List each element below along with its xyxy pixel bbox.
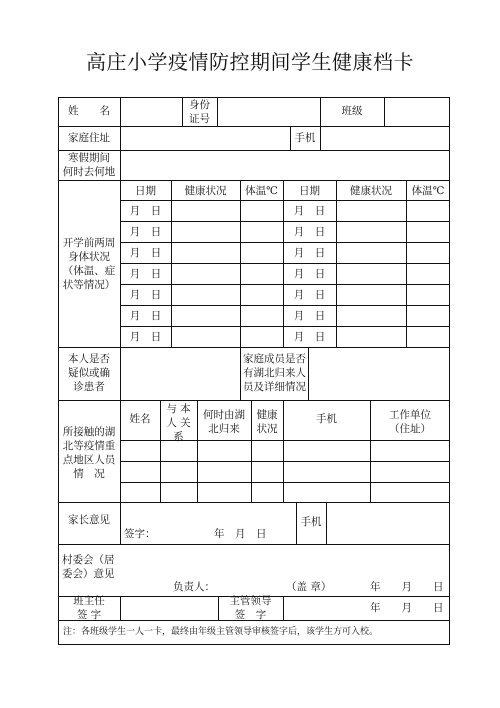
- col-divider: [326, 502, 327, 544]
- row-divider: [58, 126, 450, 127]
- col-divider: [171, 180, 172, 347]
- row-divider: [120, 263, 450, 264]
- row-divider: [120, 242, 450, 243]
- row-divider: [120, 326, 450, 327]
- date-cell: 月 日: [293, 331, 326, 343]
- date-cell: 月 日: [129, 247, 162, 259]
- col-divider: [406, 180, 407, 347]
- home-address-label: 家庭住址: [68, 132, 110, 144]
- name-label: 姓 名: [68, 105, 110, 117]
- col-divider: [120, 347, 121, 400]
- responsible-person-label: 负责人：: [173, 581, 215, 593]
- contact-persons-label: 所接触的湖 北等疫情重 点地区人员 情 况: [62, 426, 116, 480]
- date-cell: 月 日: [293, 226, 326, 238]
- row-divider: [120, 305, 450, 306]
- header-health-2: 健康状况: [350, 185, 392, 197]
- date-cell: 月 日: [293, 289, 326, 301]
- col-divider: [120, 596, 121, 620]
- col-divider: [240, 347, 241, 400]
- village-date-label: 年 月 日: [370, 581, 444, 593]
- contact-header-health: 健康 状况: [256, 409, 278, 435]
- col-divider: [283, 596, 284, 620]
- col-divider: [240, 180, 241, 347]
- col-divider: [120, 502, 121, 544]
- col-divider: [384, 97, 385, 126]
- contact-header-workplace: 工作单位 （住址）: [389, 409, 431, 435]
- parent-opinion-label: 家长意见: [68, 514, 110, 526]
- head-teacher-sign-label: 班主任 签 字: [73, 595, 105, 621]
- suspected-case-label: 本人是否 疑似或确 诊患者: [68, 353, 110, 393]
- id-number-label: 身份 证号: [189, 99, 210, 125]
- col-divider: [320, 126, 321, 150]
- date-cell: 月 日: [129, 310, 162, 322]
- col-divider: [336, 180, 337, 347]
- header-date-2: 日期: [299, 185, 320, 197]
- date-cell: 月 日: [129, 331, 162, 343]
- row-divider: [58, 544, 450, 545]
- date-cell: 月 日: [129, 205, 162, 217]
- header-temp-2: 体温℃: [411, 185, 445, 197]
- supervisor-sign-label: 主管领导 签 字: [229, 595, 272, 621]
- row-divider: [58, 180, 450, 181]
- row-divider: [58, 400, 450, 401]
- row-divider: [58, 502, 450, 503]
- date-cell: 月 日: [293, 247, 326, 259]
- date-cell: 月 日: [129, 226, 162, 238]
- date-cell: 月 日: [293, 310, 326, 322]
- date-cell: 月 日: [129, 268, 162, 280]
- contact-header-phone: 手机: [316, 413, 337, 425]
- row-divider: [58, 347, 450, 348]
- health-status-label: 开学前两周 身体状况 （体温、症 状等情况）: [62, 237, 116, 291]
- parent-date-label: 年 月 日: [214, 528, 267, 540]
- parent-sign-label: 签字：: [124, 528, 156, 540]
- row-divider: [120, 482, 450, 483]
- contact-header-relation: 与 本 人 关 系: [166, 403, 191, 443]
- village-committee-label: 村委会（居 委会）意见: [62, 554, 115, 580]
- date-cell: 月 日: [293, 205, 326, 217]
- parent-phone-label: 手机: [300, 516, 322, 528]
- col-divider: [217, 97, 218, 126]
- phone-label: 手机: [294, 132, 316, 144]
- class-label: 班级: [341, 105, 363, 117]
- row-divider: [120, 221, 450, 222]
- col-divider: [120, 97, 121, 180]
- date-cell: 月 日: [129, 289, 162, 301]
- row-divider: [120, 461, 450, 462]
- row-divider: [120, 200, 450, 201]
- contact-header-name: 姓名: [129, 413, 151, 425]
- header-temp-1: 体温℃: [245, 185, 278, 197]
- seal-label: （盖 章）: [286, 581, 332, 593]
- date-cell: 月 日: [293, 268, 326, 280]
- row-divider: [120, 284, 450, 285]
- family-hubei-label: 家庭成员是否 有湖北归来人 员及详细情况: [243, 353, 306, 393]
- winter-whereabouts-label: 寒假期间 何时去何地: [62, 152, 116, 178]
- header-date-1: 日期: [135, 185, 156, 197]
- footnote: 注：各班级学生一人一卡，最终由年级主管领导审核签字后，该学生方可入校。: [63, 627, 379, 637]
- contact-header-return-time: 何时由湖 北归来: [203, 409, 245, 435]
- header-health-1: 健康状况: [184, 185, 227, 197]
- page-title: 高庄小学疫情防控期间学生健康档卡: [86, 50, 414, 74]
- teacher-date-label: 年 月 日: [370, 602, 444, 614]
